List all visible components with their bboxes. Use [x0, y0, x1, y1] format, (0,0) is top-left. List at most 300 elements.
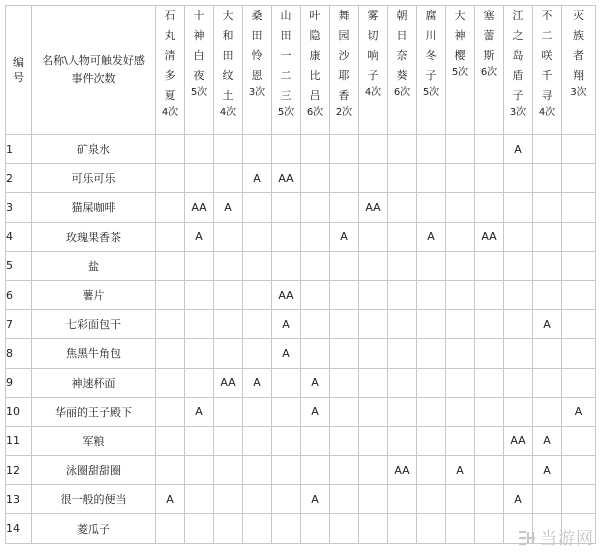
character-column-header — [533, 6, 562, 135]
character-column-header — [475, 6, 504, 135]
affection-mark — [504, 368, 533, 397]
affection-mark: A — [562, 397, 596, 426]
affection-mark — [359, 456, 388, 485]
affection-mark — [533, 339, 562, 368]
item-name: 矿泉水 — [32, 135, 156, 164]
affection-mark — [156, 222, 185, 251]
affection-mark — [388, 164, 417, 193]
affection-mark — [156, 368, 185, 397]
affection-mark — [156, 514, 185, 543]
affection-mark: A — [504, 485, 533, 514]
table-row — [6, 368, 596, 397]
character-column-header — [243, 6, 272, 135]
affection-mark — [301, 164, 330, 193]
affection-mark: AA — [388, 456, 417, 485]
row-number: 10 — [6, 397, 32, 426]
affection-mark — [562, 135, 596, 164]
affection-mark — [475, 339, 504, 368]
affection-mark — [330, 426, 359, 455]
row-number: 7 — [6, 310, 32, 339]
affection-mark — [388, 397, 417, 426]
character-name: 塞蕾斯 — [483, 9, 495, 62]
affection-mark — [388, 222, 417, 251]
watermark — [517, 524, 594, 549]
character-name: 江之岛盾子 — [512, 9, 524, 102]
affection-mark: A — [533, 426, 562, 455]
row-number: 9 — [6, 368, 32, 397]
affection-mark — [243, 456, 272, 485]
character-column-header — [272, 6, 301, 135]
affection-mark — [417, 251, 446, 280]
affection-mark — [301, 310, 330, 339]
affection-mark — [533, 222, 562, 251]
affection-mark: A — [301, 368, 330, 397]
affection-mark — [388, 514, 417, 543]
table-row — [6, 456, 596, 485]
table-row — [6, 251, 596, 280]
affection-mark — [301, 426, 330, 455]
item-name: 玫瑰果香茶 — [32, 222, 156, 251]
affection-mark — [562, 193, 596, 222]
affection-mark — [185, 280, 214, 309]
affection-mark — [533, 251, 562, 280]
affection-mark — [533, 368, 562, 397]
affection-mark — [417, 193, 446, 222]
affection-mark — [417, 485, 446, 514]
item-name: 薯片 — [32, 280, 156, 309]
affection-mark — [388, 426, 417, 455]
character-column-header — [301, 6, 330, 135]
affection-mark — [243, 193, 272, 222]
affection-mark — [562, 251, 596, 280]
affection-mark — [475, 485, 504, 514]
affection-mark — [243, 280, 272, 309]
event-count: 5次 — [277, 107, 295, 118]
event-count: 6次 — [306, 107, 324, 118]
name-header-line2: 事件次数 — [71, 72, 116, 85]
table-row — [6, 222, 596, 251]
item-name: 泳圈甜甜圈 — [32, 456, 156, 485]
affection-mark — [475, 280, 504, 309]
event-count: 6次 — [480, 67, 498, 78]
affection-mark — [562, 222, 596, 251]
affection-mark — [301, 193, 330, 222]
table-row — [6, 514, 596, 543]
character-name: 大神樱 — [454, 9, 466, 62]
affection-mark — [301, 135, 330, 164]
affection-mark — [475, 164, 504, 193]
affection-mark — [475, 368, 504, 397]
affection-mark — [272, 193, 301, 222]
affection-mark — [446, 222, 475, 251]
row-number: 5 — [6, 251, 32, 280]
affection-mark — [562, 280, 596, 309]
character-column-header — [446, 6, 475, 135]
affection-mark — [359, 514, 388, 543]
affection-mark: A — [533, 310, 562, 339]
table-row — [6, 310, 596, 339]
affection-mark — [214, 514, 243, 543]
affection-mark — [475, 514, 504, 543]
affection-mark — [533, 135, 562, 164]
affection-mark — [446, 164, 475, 193]
affection-mark — [533, 193, 562, 222]
item-name: 军粮 — [32, 426, 156, 455]
event-count: 6次 — [393, 87, 411, 98]
affection-mark — [214, 485, 243, 514]
affection-mark: A — [533, 456, 562, 485]
affection-mark — [504, 397, 533, 426]
affection-mark — [359, 426, 388, 455]
affection-mark — [388, 280, 417, 309]
affection-mark — [359, 135, 388, 164]
affection-mark — [359, 222, 388, 251]
affection-mark: A — [272, 310, 301, 339]
watermark-text: 当游网 — [540, 529, 594, 549]
affection-mark — [417, 164, 446, 193]
affection-mark — [562, 368, 596, 397]
affection-mark — [330, 397, 359, 426]
row-number: 1 — [6, 135, 32, 164]
affection-mark — [243, 397, 272, 426]
affection-mark — [272, 135, 301, 164]
affection-mark — [388, 193, 417, 222]
affection-mark — [156, 135, 185, 164]
event-count: 5次 — [190, 87, 208, 98]
affection-mark — [243, 222, 272, 251]
affection-mark: A — [446, 456, 475, 485]
row-number: 12 — [6, 456, 32, 485]
row-number: 8 — [6, 339, 32, 368]
affection-mark — [417, 135, 446, 164]
affection-mark — [504, 280, 533, 309]
affection-mark — [330, 456, 359, 485]
affection-mark — [301, 514, 330, 543]
affection-mark — [185, 514, 214, 543]
item-name: 华丽的王子殿下 — [32, 397, 156, 426]
affection-mark — [156, 193, 185, 222]
character-column-header — [562, 6, 596, 135]
number-column-header: 编号 — [6, 6, 32, 135]
affection-mark — [330, 310, 359, 339]
game-logo-icon — [517, 530, 537, 546]
table-row — [6, 485, 596, 514]
affection-mark — [185, 135, 214, 164]
affection-mark — [446, 397, 475, 426]
affection-mark — [214, 426, 243, 455]
item-name: 神速杯面 — [32, 368, 156, 397]
table-row — [6, 135, 596, 164]
character-column-header — [417, 6, 446, 135]
affection-mark — [388, 251, 417, 280]
affection-mark — [330, 368, 359, 397]
affection-mark — [185, 164, 214, 193]
affection-mark — [185, 368, 214, 397]
affection-mark — [185, 339, 214, 368]
affection-mark — [330, 280, 359, 309]
affection-mark — [214, 310, 243, 339]
affection-mark: A — [330, 222, 359, 251]
affection-mark — [446, 310, 475, 339]
affection-mark: A — [156, 485, 185, 514]
affection-mark — [185, 426, 214, 455]
affection-mark — [533, 280, 562, 309]
event-count: 4次 — [219, 107, 237, 118]
item-name: 盐 — [32, 251, 156, 280]
affection-mark — [388, 310, 417, 339]
affection-mark — [214, 251, 243, 280]
table-row — [6, 339, 596, 368]
character-name: 石丸清多夏 — [164, 9, 176, 102]
header-row — [6, 6, 596, 135]
item-name: 可乐可乐 — [32, 164, 156, 193]
character-name: 桑田怜恩 — [251, 9, 263, 82]
row-number: 3 — [6, 193, 32, 222]
table-row — [6, 426, 596, 455]
affection-mark — [446, 514, 475, 543]
affection-mark — [504, 164, 533, 193]
affection-mark — [185, 310, 214, 339]
character-name: 腐川冬子 — [425, 9, 437, 82]
affection-mark — [388, 368, 417, 397]
affection-mark — [359, 339, 388, 368]
affection-mark — [475, 310, 504, 339]
affection-mark: A — [185, 397, 214, 426]
affection-mark — [156, 251, 185, 280]
affection-mark — [156, 456, 185, 485]
item-name: 焦黑牛角包 — [32, 339, 156, 368]
affection-mark — [301, 280, 330, 309]
row-number: 13 — [6, 485, 32, 514]
event-count: 5次 — [451, 67, 469, 78]
affection-mark — [243, 251, 272, 280]
affection-mark — [330, 135, 359, 164]
affection-mark — [330, 164, 359, 193]
affection-mark — [417, 368, 446, 397]
character-column-header — [504, 6, 533, 135]
affection-mark — [156, 310, 185, 339]
affection-mark — [359, 164, 388, 193]
affection-mark — [272, 222, 301, 251]
affection-mark — [504, 222, 533, 251]
affection-mark — [330, 251, 359, 280]
affection-mark: A — [214, 193, 243, 222]
character-column-header — [359, 6, 388, 135]
affection-mark — [301, 339, 330, 368]
affection-mark — [156, 426, 185, 455]
affection-mark — [214, 280, 243, 309]
affection-mark — [417, 339, 446, 368]
affection-mark — [388, 135, 417, 164]
affection-mark — [185, 456, 214, 485]
affection-mark — [243, 339, 272, 368]
affection-mark — [417, 310, 446, 339]
affection-mark: AA — [504, 426, 533, 455]
affection-mark — [504, 193, 533, 222]
event-count: 5次 — [422, 87, 440, 98]
affection-mark — [272, 456, 301, 485]
affection-mark — [446, 368, 475, 397]
affection-mark — [214, 222, 243, 251]
affection-mark: A — [504, 135, 533, 164]
affection-mark — [156, 280, 185, 309]
affection-mark — [243, 514, 272, 543]
affection-mark — [272, 368, 301, 397]
affection-mark — [446, 251, 475, 280]
affection-mark — [301, 251, 330, 280]
affection-mark — [359, 485, 388, 514]
affection-mark — [388, 485, 417, 514]
item-name: 猫屎咖啡 — [32, 193, 156, 222]
item-name: 菱瓜子 — [32, 514, 156, 543]
affection-mark — [417, 456, 446, 485]
row-number: 4 — [6, 222, 32, 251]
character-column-header — [214, 6, 243, 135]
affection-mark — [562, 339, 596, 368]
affection-mark — [562, 164, 596, 193]
table-row — [6, 397, 596, 426]
affection-mark — [533, 397, 562, 426]
affection-mark — [156, 339, 185, 368]
affection-mark — [330, 193, 359, 222]
affection-mark — [533, 485, 562, 514]
affection-mark — [417, 514, 446, 543]
affection-mark — [301, 456, 330, 485]
affection-mark: A — [243, 164, 272, 193]
affection-mark — [156, 397, 185, 426]
affection-mark — [417, 280, 446, 309]
affection-mark: A — [272, 339, 301, 368]
character-name: 舞园沙耶香 — [338, 9, 350, 102]
row-number: 14 — [6, 514, 32, 543]
affection-mark — [446, 485, 475, 514]
affection-mark — [562, 485, 596, 514]
table-row — [6, 280, 596, 309]
affection-mark: A — [301, 485, 330, 514]
character-name: 叶隐康比吕 — [309, 9, 321, 102]
affection-mark: A — [301, 397, 330, 426]
affection-mark — [475, 251, 504, 280]
event-count: 3次 — [570, 87, 587, 98]
affection-mark — [562, 310, 596, 339]
event-count: 3次 — [509, 107, 527, 118]
affection-mark — [156, 164, 185, 193]
affection-mark — [272, 426, 301, 455]
affection-mark — [330, 339, 359, 368]
affection-mark — [243, 426, 272, 455]
character-name: 灭族者翔 — [573, 9, 584, 82]
affection-mark — [359, 280, 388, 309]
row-number: 11 — [6, 426, 32, 455]
affection-mark — [475, 193, 504, 222]
character-name: 不二咲千寻 — [541, 9, 553, 102]
affection-table — [5, 5, 596, 544]
affection-mark — [214, 135, 243, 164]
affection-mark: A — [185, 222, 214, 251]
character-column-header — [156, 6, 185, 135]
name-column-header — [32, 6, 156, 135]
affection-mark — [475, 135, 504, 164]
affection-mark — [243, 135, 272, 164]
affection-mark — [185, 485, 214, 514]
affection-mark — [301, 222, 330, 251]
row-number: 6 — [6, 280, 32, 309]
affection-mark — [272, 397, 301, 426]
affection-mark — [359, 251, 388, 280]
affection-mark — [446, 426, 475, 455]
character-column-header — [330, 6, 359, 135]
table-row — [6, 193, 596, 222]
affection-mark — [214, 339, 243, 368]
affection-mark: AA — [359, 193, 388, 222]
affection-mark — [185, 251, 214, 280]
affection-mark: AA — [272, 164, 301, 193]
event-count: 2次 — [335, 107, 353, 118]
character-name: 朝日奈葵 — [396, 9, 408, 82]
affection-mark — [388, 339, 417, 368]
character-name: 雾切响子 — [367, 9, 379, 82]
affection-mark — [214, 397, 243, 426]
event-count: 4次 — [364, 87, 382, 98]
affection-mark — [359, 368, 388, 397]
affection-mark: AA — [272, 280, 301, 309]
name-header-line1: 名称\人物可触发好感 — [42, 54, 145, 67]
character-name: 山田一二三 — [280, 9, 292, 102]
affection-mark — [243, 310, 272, 339]
character-name: 十神白夜 — [193, 9, 205, 82]
affection-mark — [475, 456, 504, 485]
affection-mark — [533, 164, 562, 193]
affection-mark — [330, 514, 359, 543]
affection-mark: A — [243, 368, 272, 397]
affection-mark — [272, 485, 301, 514]
affection-mark — [475, 426, 504, 455]
character-name: 大和田纹土 — [222, 9, 234, 102]
affection-mark — [562, 426, 596, 455]
affection-mark — [504, 310, 533, 339]
table-body — [6, 135, 596, 544]
affection-mark — [214, 164, 243, 193]
affection-mark — [272, 251, 301, 280]
affection-mark: AA — [214, 368, 243, 397]
character-column-header — [388, 6, 417, 135]
event-count: 4次 — [538, 107, 556, 118]
affection-mark — [446, 193, 475, 222]
affection-mark: A — [417, 222, 446, 251]
item-name: 七彩面包干 — [32, 310, 156, 339]
affection-mark — [330, 485, 359, 514]
table-row — [6, 164, 596, 193]
item-name: 很一般的便当 — [32, 485, 156, 514]
affection-mark: AA — [475, 222, 504, 251]
affection-mark — [446, 339, 475, 368]
affection-mark — [359, 310, 388, 339]
affection-mark — [417, 426, 446, 455]
affection-mark — [243, 485, 272, 514]
affection-mark — [504, 251, 533, 280]
affection-mark — [562, 456, 596, 485]
affection-mark — [272, 514, 301, 543]
affection-mark — [214, 456, 243, 485]
row-number: 2 — [6, 164, 32, 193]
event-count: 4次 — [161, 107, 179, 118]
affection-mark — [504, 456, 533, 485]
affection-mark — [359, 397, 388, 426]
affection-mark — [446, 135, 475, 164]
affection-mark — [504, 339, 533, 368]
affection-mark: AA — [185, 193, 214, 222]
character-column-header — [185, 6, 214, 135]
